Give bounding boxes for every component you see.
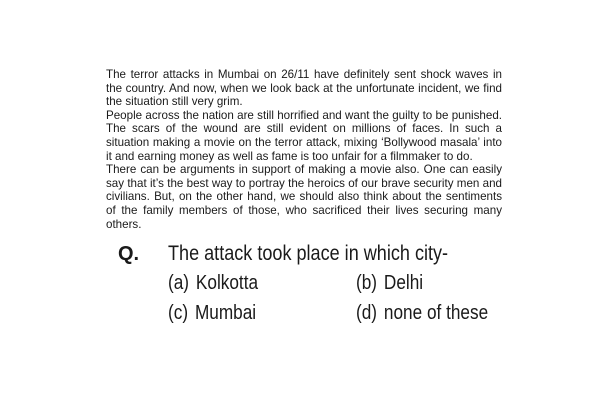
option-c bbox=[168, 302, 256, 325]
option-a bbox=[168, 272, 258, 295]
question-label: Q. bbox=[118, 243, 140, 265]
option-d-text: none of these bbox=[383, 302, 489, 324]
option-b-text: Delhi bbox=[383, 272, 424, 294]
question-block bbox=[118, 242, 518, 328]
question-row bbox=[118, 242, 518, 270]
option-a-key: (a) bbox=[168, 272, 190, 294]
option-d bbox=[356, 302, 488, 325]
passage-paragraph-2: People across the nation are still horrified and want the guilty to be punished. The scars of the wound are still evident on millions of faces. In such a situation making a movie on the terror attack, mixing ‘Bollywood masala’ into it and earning money as well as fame is too unfair for a filmmaker to do. bbox=[106, 108, 502, 163]
option-c-text: Mumbai bbox=[194, 302, 257, 324]
question-text: The attack took place in which city- bbox=[168, 242, 449, 265]
passage-paragraph-1: The terror attacks in Mumbai on 26/11 have definitely sent shock waves in the country. And now, when we look back at the unfortunate incident, we find the situation still very grim. bbox=[106, 68, 502, 109]
option-a-text: Kolkotta bbox=[195, 272, 259, 294]
option-b bbox=[356, 272, 423, 295]
options-grid bbox=[118, 270, 518, 328]
option-d-key: (d) bbox=[356, 302, 378, 324]
option-b-key: (b) bbox=[356, 272, 378, 294]
passage-paragraph-3: There can be arguments in support of making a movie also. One can easily say that it’s the best way to portray the heroics of our brave security men and civilians. But, on the other hand, we should also think about the sentiments of the family members of those, who sacrificed their lives securing many others. bbox=[106, 163, 502, 231]
option-c-key: (c) bbox=[168, 302, 189, 324]
reading-passage bbox=[106, 68, 502, 231]
